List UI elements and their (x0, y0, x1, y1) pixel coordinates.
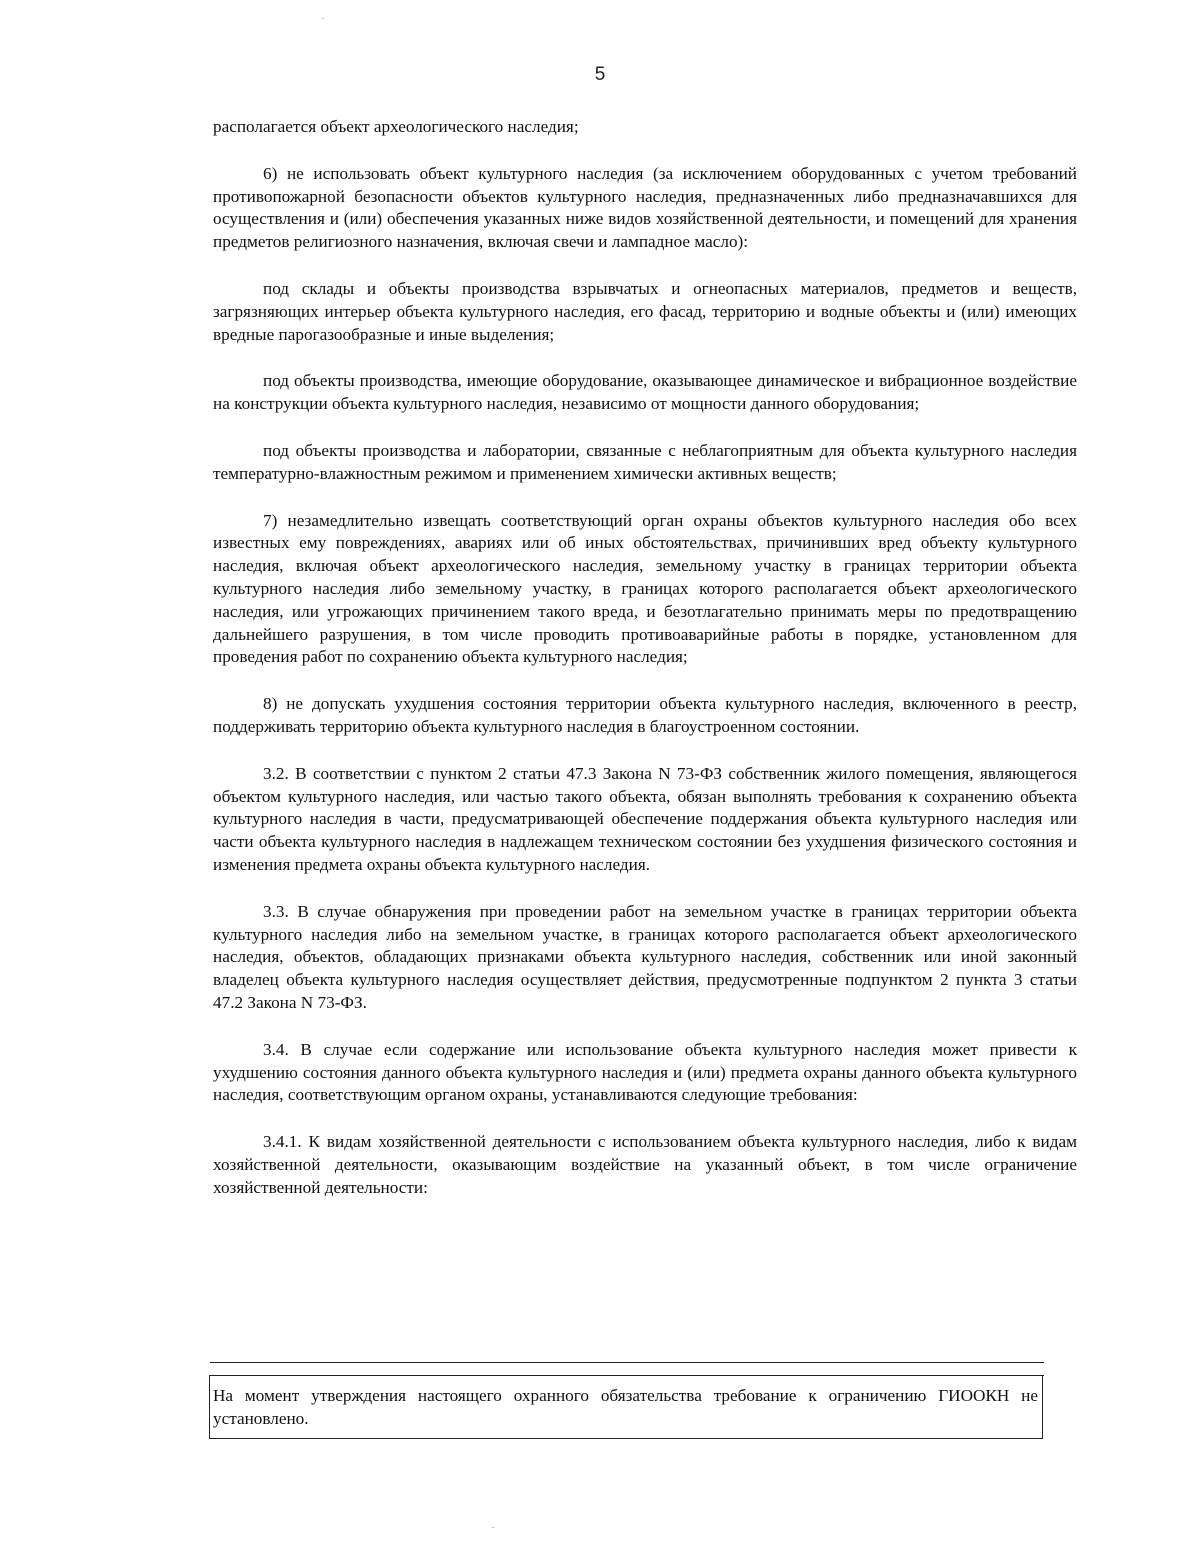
notice-box (209, 1375, 1043, 1439)
page-number: 5 (594, 64, 606, 85)
paragraph-item-7: 7) незамедлительно извещать соответствующий орган охраны объектов культурного наследия обо всех известных ему повреждениях, авариях или об иных обстоятельствах, причинивших вред объекту культурного наследия, включая объект археологического наследия, земельному участку в границах территории объекта культурного наследия либо земельному участку, в границах которого располагается объект археологического наследия, или угрожающих причинением такого вреда, и безотлагательно принимать меры по предотвращению дальнейшего разрушения, в том числе проводить противоаварийные работы в порядке, установленном для проведения работ по сохранению объекта культурного наследия; (213, 510, 1077, 667)
paragraph-3-4-1: 3.4.1. К видам хозяйственной деятельности с использованием объекта культурного наследия, либо к видам хозяйственной деятельности, оказывающим воздействие на указанный объект, в том числе ограничение хозяйственной деятельности: (213, 1132, 1077, 1197)
paragraph-3-4: 3.4. В случае если содержание или использование объекта культурного наследия может привести к ухудшению состояния данного объекта культурного наследия и (или) предмета охраны данного объекта культурного наследия, соответствующим органом охраны, устанавливаются следующие требования: (213, 1039, 1077, 1105)
notice-text: На момент утверждения настоящего охранного обязательства требование к ограничению ГИООКН не установлено. (213, 1386, 1038, 1428)
paragraph-production-equipment: под объекты производства, имеющие оборудование, оказывающее динамическое и вибрационное воздействие на конструкции объекта культурного наследия, независимо от мощности данного оборудования; (213, 371, 1077, 414)
paragraph-3-3: 3.3. В случае обнаружения при проведении работ на земельном участке в границах территории объекта культурного наследия либо на земельном участке, в границах которого располагается объект археологического наследия, объектов, обладающих признаками объекта культурного наследия, собственник или иной законный владелец объекта культурного наследия осуществляет действия, предусмотренные подпунктом 2 пункта 3 статьи 47.2 Закона N 73-ФЗ. (213, 901, 1077, 1012)
document-body (213, 116, 1077, 1215)
paragraph-item-8: 8) не допускать ухудшения состояния территории объекта культурного наследия, включенного в реестр, поддерживать территорию объекта культурного наследия в благоустроенном состоянии. (213, 694, 1077, 736)
scan-speck (322, 18, 324, 19)
paragraph-warehouses: под склады и объекты производства взрывчатых и огнеопасных материалов, предметов и веществ, загрязняющих интерьер объекта культурного наследия, его фасад, территорию и водные объекты и (или) имеющих вредные парогазообразные и иные выделения; (213, 278, 1077, 344)
table-top-rule (210, 1362, 1044, 1363)
scan-speck (492, 1527, 494, 1528)
paragraph-continuation: располагается объект археологического наследия; (213, 117, 579, 136)
paragraph-3-2: 3.2. В соответствии с пунктом 2 статьи 47.3 Закона N 73-ФЗ собственник жилого помещения, являющегося объектом культурного наследия, или частью такого объекта, обязан выполнять требования к сохранению объекта культурного наследия в части, предусматривающей обеспечение поддержания объекта культурного наследия или части объекта культурного наследия в надлежащем техническом состоянии без ухудшения физического состояния и изменения предмета охраны объекта культурного наследия. (213, 763, 1077, 874)
paragraph-laboratories: под объекты производства и лаборатории, связанные с неблагоприятным для объекта культурного наследия температурно-влажностным режимом и применением химически активных веществ; (213, 440, 1077, 483)
paragraph-item-6: 6) не использовать объект культурного наследия (за исключением оборудованных с учетом требований противопожарной безопасности объектов культурного наследия, предназначенных либо предназначавшихся для осуществления и (или) обеспечения указанных ниже видов хозяйственной деятельности, и помещений для хранения предметов религиозного назначения, включая свечи и лампадное масло): (213, 163, 1077, 252)
